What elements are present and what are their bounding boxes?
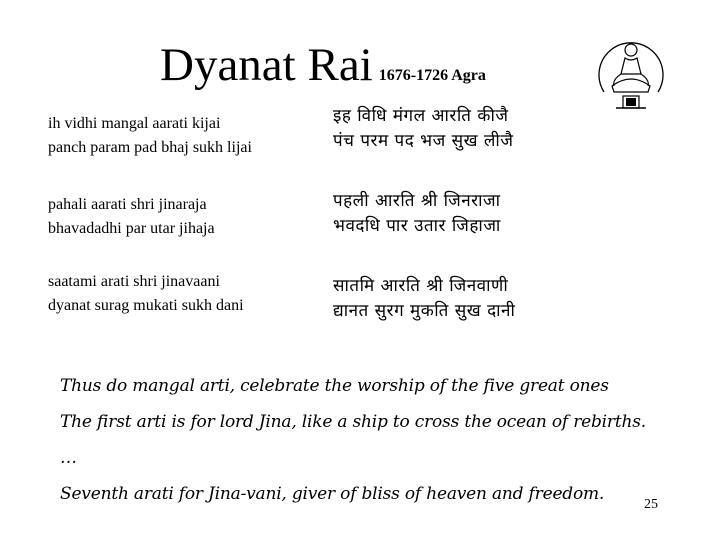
verse-line: पंच परम पद भज सुख लीजै <box>333 131 514 151</box>
translation-line: The first arti is for lord Jina, like a ship to cross the ocean of rebirths. <box>60 412 646 432</box>
verse-line: bhavadadhi par utar jihaja <box>48 220 215 237</box>
jina-meditation-icon <box>590 34 672 116</box>
verse-line: सातमि आरति श्री जिनवाणी <box>333 276 509 296</box>
verse-3-transliteration <box>48 270 244 318</box>
verse-line: pahali aarati shri jinaraja <box>48 196 207 213</box>
verse-1-transliteration <box>48 112 252 160</box>
verse-line: पहली आरति श्री जिनराजा <box>333 191 501 211</box>
verse-line: ih vidhi mangal aarati kijai <box>48 115 221 132</box>
page-number: 25 <box>644 497 658 512</box>
translation-line: … <box>60 448 77 468</box>
verse-line: इह विधि मंगल आरति कीजै <box>333 106 509 126</box>
english-translations <box>60 368 646 512</box>
verse-2-devanagari <box>333 189 501 239</box>
verse-line: भवदधि पार उतार जिहाजा <box>333 216 501 236</box>
verse-line: dyanat surag mukati sukh dani <box>48 297 244 314</box>
verse-line: saatami arati shri jinavaani <box>48 273 220 290</box>
verse-2-transliteration <box>48 193 215 241</box>
title-subtitle: 1676-1726 Agra <box>378 67 486 84</box>
verse-3-devanagari <box>333 274 515 324</box>
verse-1-devanagari <box>333 104 513 154</box>
translation-line: Thus do mangal arti, celebrate the worship of the five great ones <box>60 376 609 396</box>
verse-line: द्यानत सुरग मुकति सुख दानी <box>333 301 516 321</box>
translation-line: Seventh arati for Jina-vani, giver of bliss of heaven and freedom. <box>60 484 605 504</box>
title-main: Dyanat Rai <box>160 39 373 91</box>
page-title <box>160 38 486 92</box>
verse-line: panch param pad bhaj sukh lijai <box>48 139 252 156</box>
